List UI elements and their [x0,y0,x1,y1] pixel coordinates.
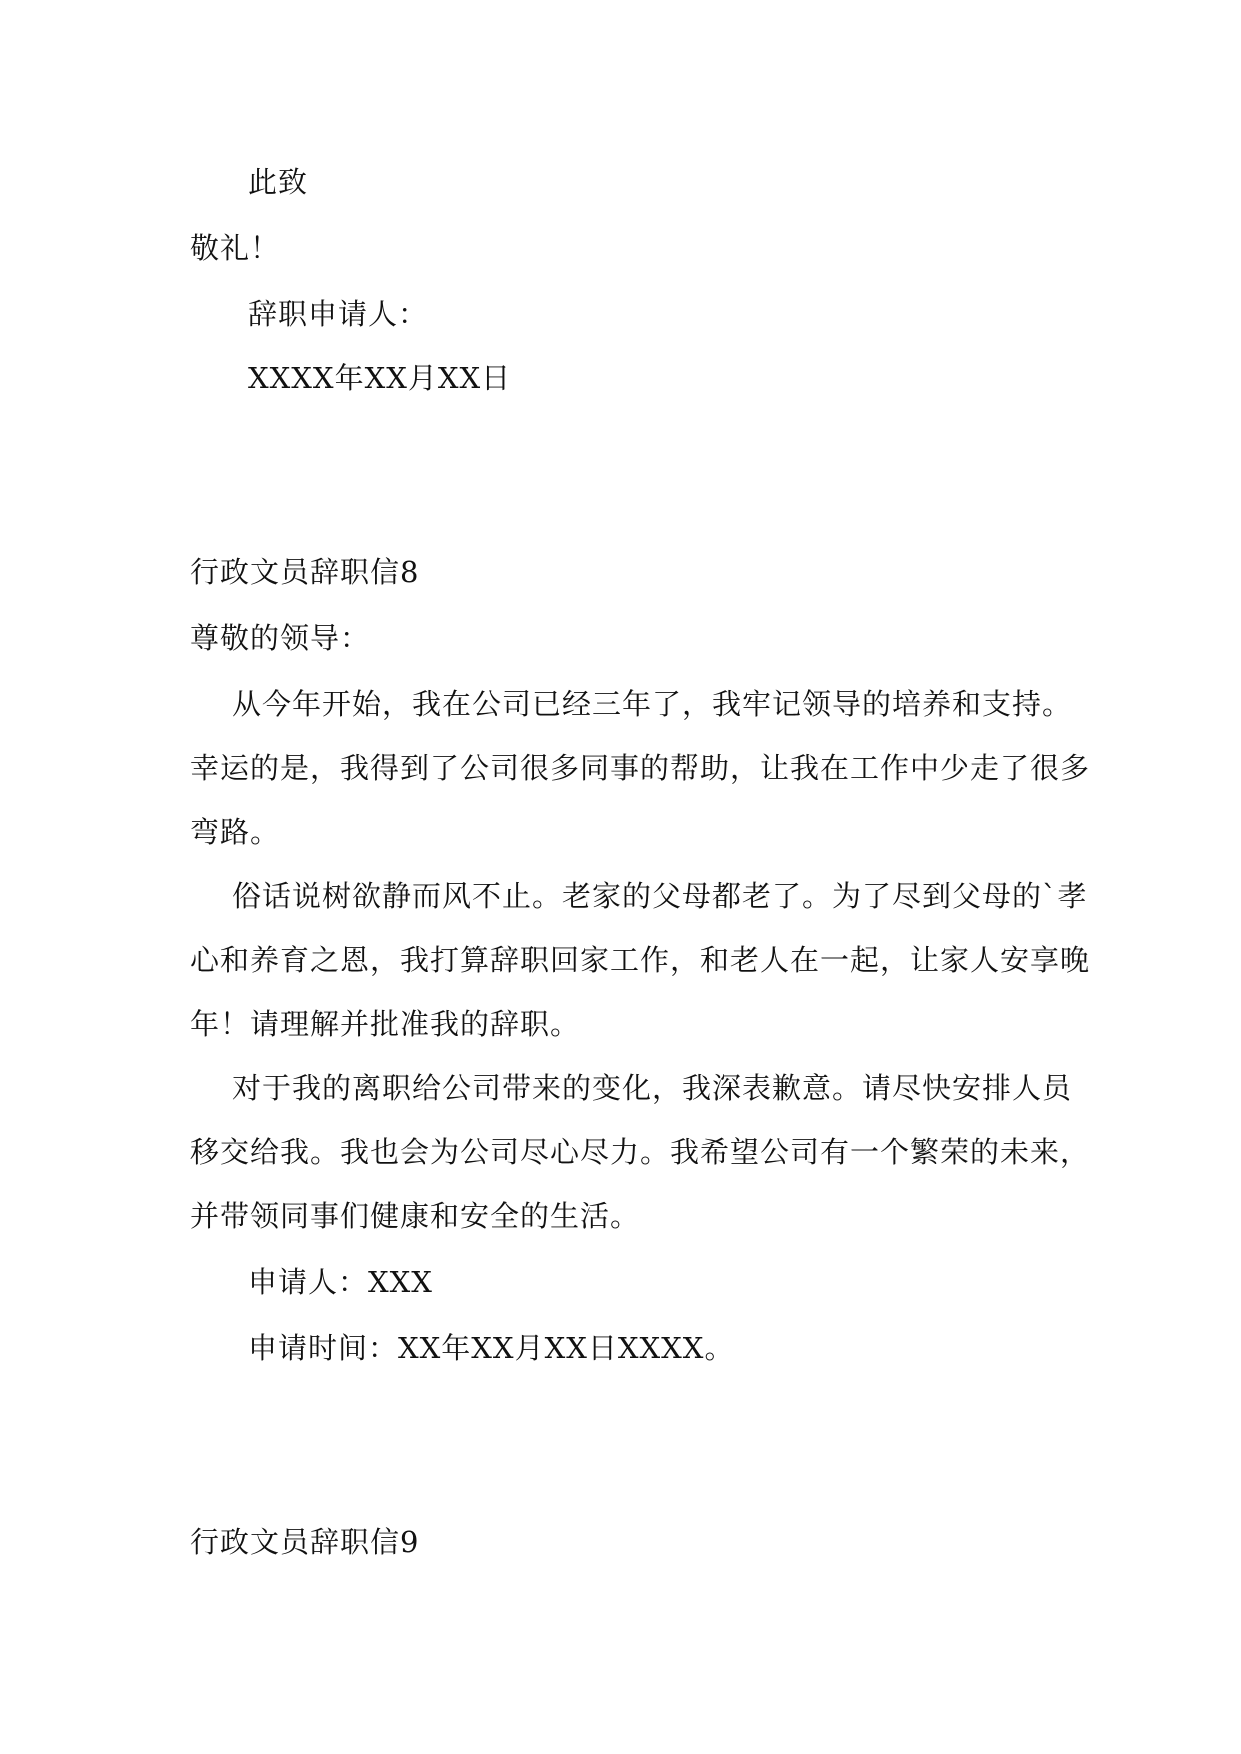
letter8-para3-line3: 并带领同事们健康和安全的生活。 [190,1199,641,1233]
letter8-salutation: 尊敬的领导： [190,621,371,655]
letter8-para2-line2: 心和养育之恩，我打算辞职回家工作，和老人在一起，让家人安享晚 [190,943,1091,977]
letter8-applicant: 申请人：XXX [248,1265,433,1299]
closing-ci-zhi: 此致 [248,165,309,199]
closing-date: XXXX年XX月XX日 [248,361,512,395]
closing-applicant-label: 辞职申请人： [248,297,429,331]
closing-jing-li: 敬礼！ [190,231,281,265]
letter8-title: 行政文员辞职信8 [190,555,420,589]
letter8-para1-line1: 从今年开始，我在公司已经三年了，我牢记领导的培养和支持。 [232,687,1073,721]
letter8-para1-line2: 幸运的是，我得到了公司很多同事的帮助，让我在工作中少走了很多 [190,751,1091,785]
letter8-apply-time: 申请时间：XX年XX月XX日XXXX。 [248,1331,735,1365]
letter8-para2-line3: 年！请理解并批准我的辞职。 [190,1007,581,1041]
letter9-title: 行政文员辞职信9 [190,1525,420,1559]
letter8-para1-line3: 弯路。 [190,815,281,849]
letter8-para3-line1: 对于我的离职给公司带来的变化，我深表歉意。请尽快安排人员 [232,1071,1073,1105]
letter8-para2-line1: 俗话说树欲静而风不止。老家的父母都老了。为了尽到父母的`孝 [232,879,1088,913]
letter8-para3-line2: 移交给我。我也会为公司尽心尽力。我希望公司有一个繁荣的未来， [190,1135,1091,1169]
